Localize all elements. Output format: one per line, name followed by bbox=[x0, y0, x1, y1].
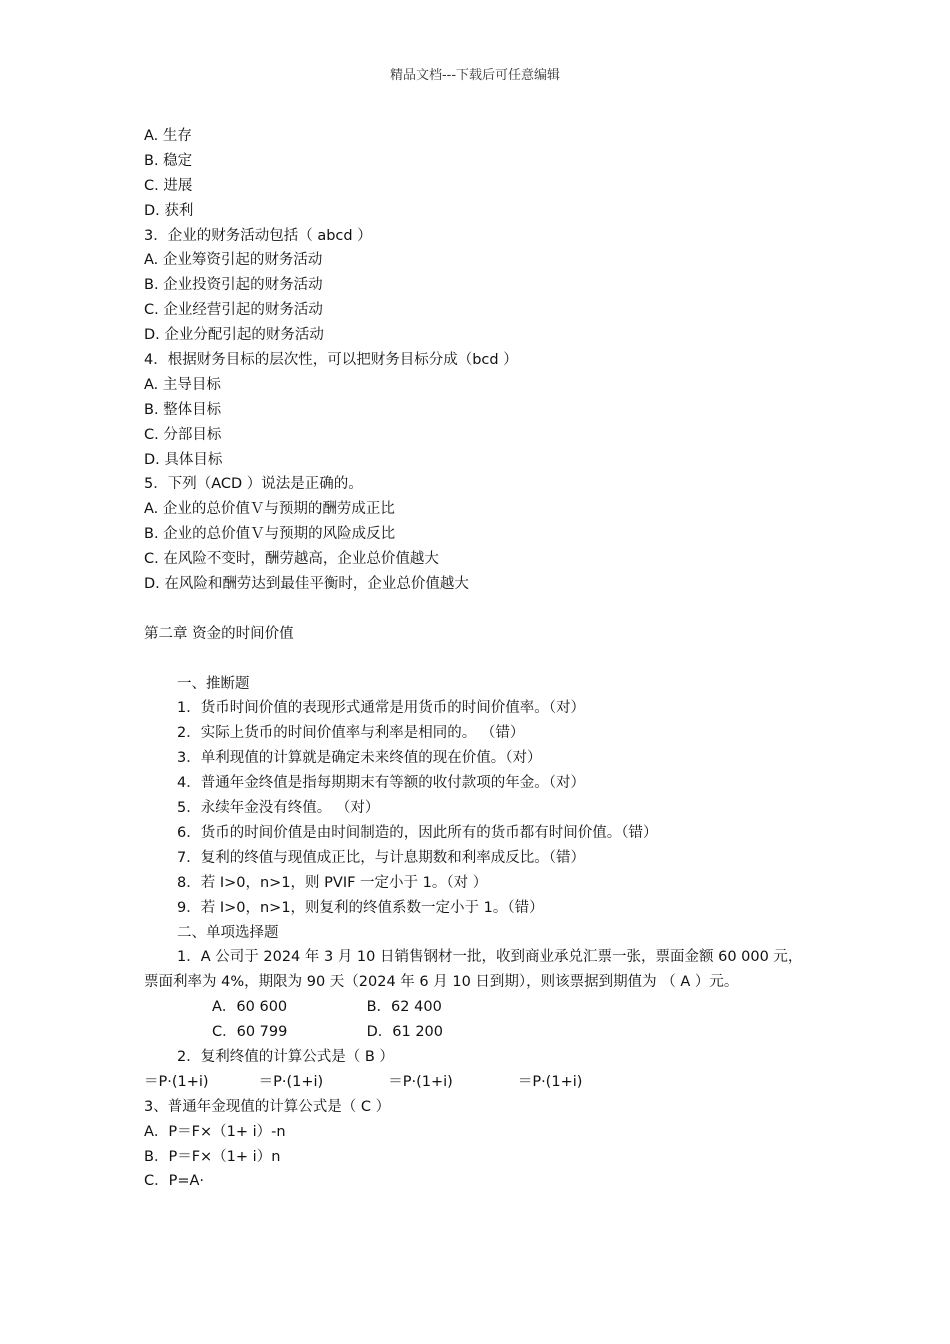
section-heading-single-choice: 二、单项选择题 bbox=[177, 924, 279, 941]
text-line: C. 进展 bbox=[144, 177, 193, 194]
question-3: 3．企业的财务活动包括（ abcd ） bbox=[144, 227, 372, 244]
judge-item: 7．复利的终值与现值成正比，与计息期数和利率成反比。（错） bbox=[177, 849, 585, 866]
text-line: A. 企业筹资引起的财务活动 bbox=[144, 252, 323, 269]
formula: ＝P·(1+i) bbox=[517, 1073, 583, 1090]
text-line: B. 稳定 bbox=[144, 152, 193, 169]
question-4: 4．根据财务目标的层次性，可以把财务目标分成（bcd ） bbox=[144, 352, 518, 369]
text-line: B. 企业的总价值Ｖ与预期的风险成反比 bbox=[144, 526, 396, 543]
judge-item: 8．若 I>0，n>1，则 PVIF 一定小于 1。（对 ） bbox=[177, 874, 488, 891]
single-question-3: 3、普通年金现值的计算公式是（ C ） bbox=[144, 1098, 391, 1115]
option-row bbox=[144, 995, 814, 1020]
option: B．P＝F×（1+ i）n bbox=[144, 1148, 281, 1165]
text-line: C. 分部目标 bbox=[144, 426, 222, 443]
formula: ＝P·(1+i) bbox=[258, 1073, 324, 1090]
option: B．62 400 bbox=[366, 999, 442, 1016]
text-line: B. 企业投资引起的财务活动 bbox=[144, 277, 323, 294]
section-heading-judge: 一、推断题 bbox=[177, 675, 250, 692]
text-line: A. 主导目标 bbox=[144, 376, 221, 393]
option-row bbox=[144, 1020, 814, 1045]
judge-item: 9．若 I>0，n>1，则复利的终值系数一定小于 1。（错） bbox=[177, 899, 544, 916]
text-line: D. 在风险和酬劳达到最佳平衡时，企业总价值越大 bbox=[144, 576, 469, 593]
chapter-title: 第二章 资金的时间价值 bbox=[144, 625, 294, 642]
formula-row bbox=[144, 1070, 814, 1095]
text-line: A. 企业的总价值Ｖ与预期的酬劳成正比 bbox=[144, 501, 395, 518]
text-line: A. 生存 bbox=[144, 128, 192, 144]
formula: ＝P·(1+i) bbox=[144, 1073, 209, 1090]
judge-item: 4．普通年金终值是指每期期末有等额的收付款项的年金。（对） bbox=[177, 775, 585, 792]
document-body bbox=[144, 124, 814, 1194]
judge-item: 1．货币时间价值的表现形式通常是用货币的时间价值率。（对） bbox=[177, 700, 585, 717]
single-question-1: 1．A 公司于 2024 年 3 月 10 日销售钢材一批，收到商业承兑汇票一张，票面金额 60 000 元，票面利率为 4%，期限为 90 天（2024 年 6 月 10 日到期），则该票据到期值为 （ A ）元。 bbox=[144, 949, 803, 991]
judge-item: 5．永续年金没有终值。 （对） bbox=[177, 800, 380, 817]
judge-item: 3．单利现值的计算就是确定未来终值的现在价值。（对） bbox=[177, 750, 542, 767]
text-line: D. 具体目标 bbox=[144, 451, 223, 468]
single-question-2: 2．复利终值的计算公式是（ B ） bbox=[177, 1048, 394, 1065]
text-line: D. 获利 bbox=[144, 202, 194, 219]
question-5: 5．下列（ACD ）说法是正确的。 bbox=[144, 476, 363, 493]
judge-item: 6．货币的时间价值是由时间制造的，因此所有的货币都有时间价值。（错） bbox=[177, 824, 658, 841]
judge-item: 2．实际上货币的时间价值率与利率是相同的。 （错） bbox=[177, 725, 525, 742]
option: C．P=A· bbox=[144, 1173, 205, 1190]
formula: ＝P·(1+i) bbox=[388, 1073, 453, 1090]
option: A．P＝F×（1+ i）-n bbox=[144, 1123, 286, 1140]
option: A．60 600 bbox=[212, 999, 288, 1016]
text-line: D. 企业分配引起的财务活动 bbox=[144, 327, 324, 344]
option: D．61 200 bbox=[366, 1024, 444, 1041]
option: C．60 799 bbox=[212, 1024, 288, 1041]
page-header: 精品文档---下载后可任意编辑 bbox=[389, 68, 561, 83]
text-line: C. 在风险不变时，酬劳越高，企业总价值越大 bbox=[144, 551, 439, 568]
text-line: B. 整体目标 bbox=[144, 401, 222, 418]
text-line: C. 企业经营引起的财务活动 bbox=[144, 302, 323, 319]
